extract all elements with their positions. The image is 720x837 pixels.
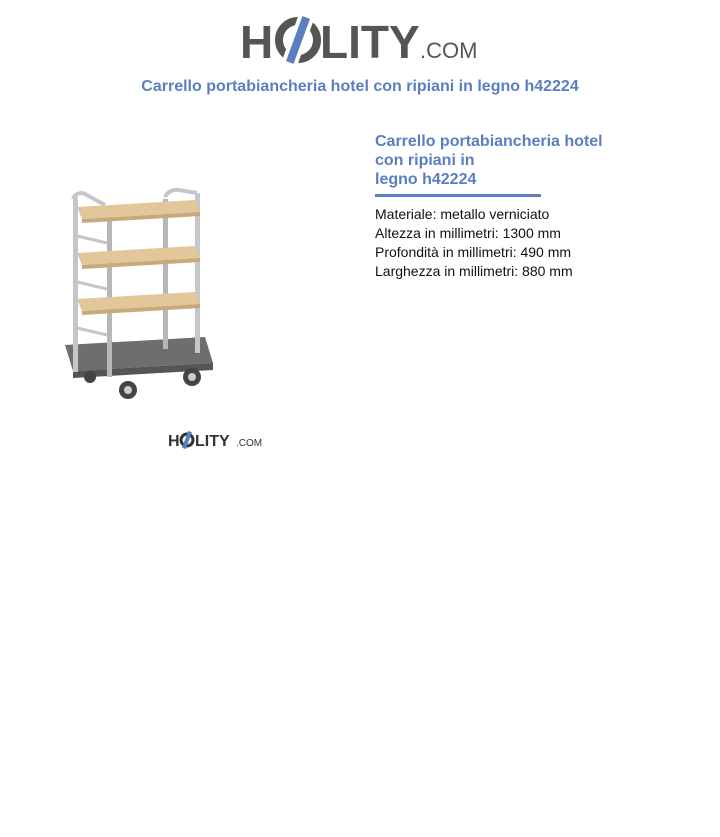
svg-text:H: H (168, 433, 180, 450)
product-title-line: Carrello portabiancheria hotel (375, 133, 603, 150)
svg-text:.COM: .COM (420, 38, 478, 63)
svg-text:LITY: LITY (195, 433, 230, 450)
spec-width: Larghezza in millimetri: 880 mm (375, 263, 573, 279)
laundry-trolley-icon (55, 185, 225, 410)
holity-logo-small (168, 428, 268, 452)
product-title (375, 132, 625, 189)
title-divider (375, 194, 541, 197)
spec-height: Altezza in millimetri: 1300 mm (375, 225, 561, 241)
holity-logo[interactable] (240, 8, 485, 68)
spec-depth: Profondità in millimetri: 490 mm (375, 244, 572, 260)
page-title: Carrello portabiancheria hotel con ripiani in legno h42224 (141, 78, 579, 95)
logo-o-icon (279, 13, 317, 67)
spec-material: Materiale: metallo verniciato (375, 206, 550, 222)
product-specs (375, 205, 695, 281)
product-title-line: legno h42224 (375, 171, 477, 188)
svg-text:H: H (240, 16, 274, 68)
svg-text:LITY: LITY (320, 16, 420, 68)
product-title-line: con ripiani in (375, 152, 475, 169)
svg-text:.COM: .COM (236, 438, 263, 449)
